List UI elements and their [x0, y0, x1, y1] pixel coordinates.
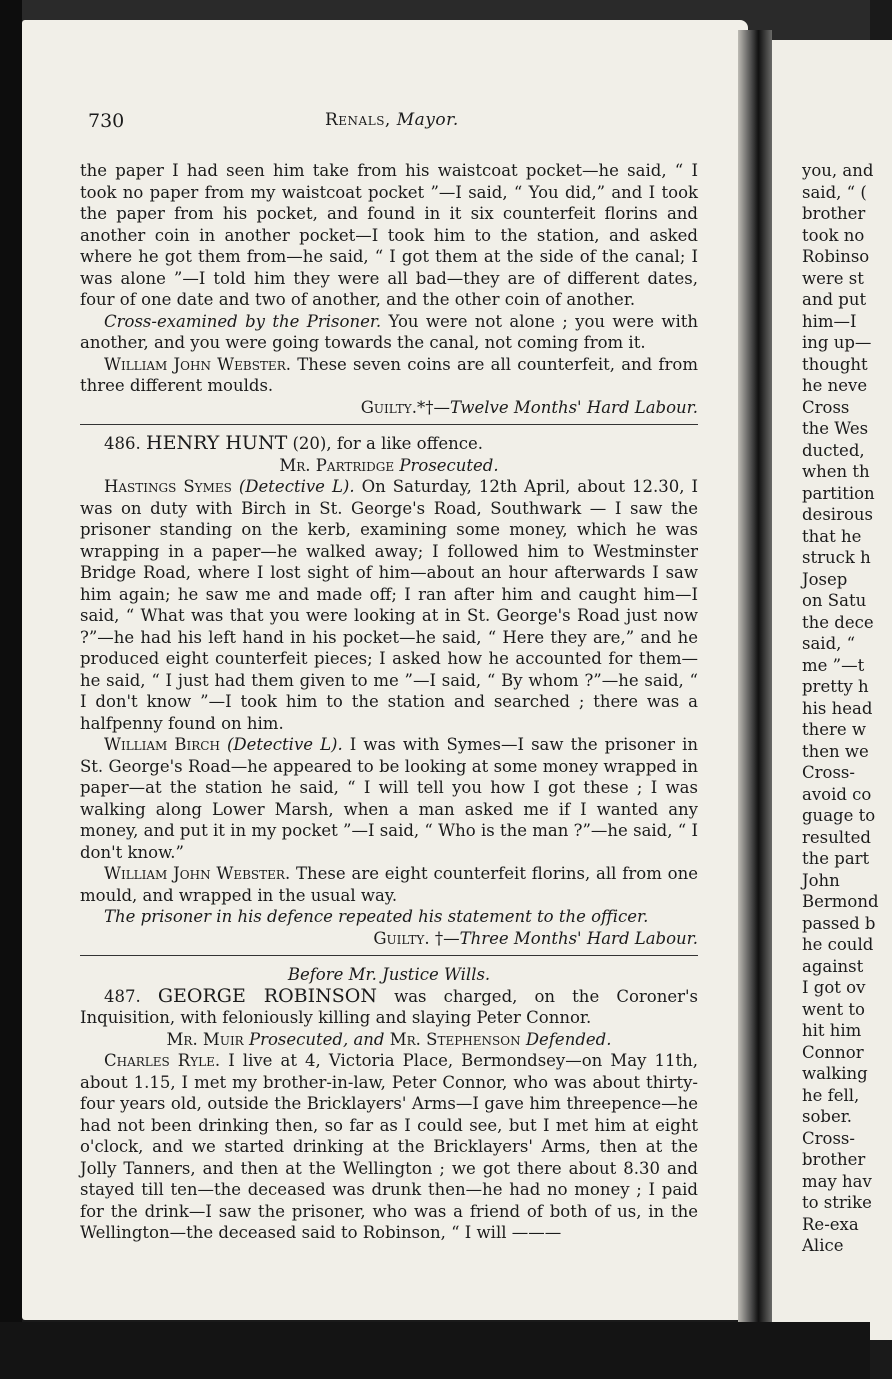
- right-page-line: ing up—: [802, 333, 872, 352]
- witness-text: On Saturday, 12th April, about 12.30, I was on duty with Birch in St. George's Road, Southwark — I saw the prisoner standing on the kerb, examining some money, which he was wrapping in a paper—he walked away; I followed him to Westminster Bridge Road, where I lost sight of him—about an hour afterwards I saw him again; he saw me and made off; I ran after him and caught him—I said, “ What was that you were looking at in St. George's Road just now ?”—he had his left hand in his pocket—he said, “ Here they are,” and he produced eight counterfeit pieces; I asked how he accounted for them—he said, “ I just had them given to me ”—I said, “ By whom ?”—he said, “ I don't know ”—I took him to the station and searched ; there was a halfpenny found on him.: [80, 477, 698, 733]
- verdict-label: Guilty. †—: [373, 928, 460, 948]
- right-page-line: walking: [802, 1064, 868, 1083]
- counsel-name: Mr. Muir: [166, 1029, 244, 1049]
- right-page-line: against: [802, 956, 864, 976]
- page-number: 730: [88, 110, 125, 132]
- right-page-fragments: [802, 160, 892, 1257]
- right-page-line: resulted: [802, 827, 871, 847]
- right-page-line: Robinso: [802, 247, 870, 266]
- right-page-line: Connor: [802, 1042, 864, 1062]
- witness-ryle: [80, 1050, 698, 1244]
- case-number: 487.: [104, 986, 141, 1006]
- right-page-line: took no: [802, 225, 865, 245]
- right-page-line: Alice: [802, 1236, 844, 1255]
- right-page-line: hit him: [802, 1021, 862, 1040]
- right-page-line: Cross: [802, 397, 850, 417]
- right-page-line: you, and: [802, 161, 874, 180]
- right-page-line: the part: [802, 849, 870, 868]
- witness-name: Charles Ryle.: [104, 1051, 221, 1070]
- right-page-line: Re-exa: [802, 1214, 859, 1234]
- witness-symes: [80, 476, 698, 734]
- book-gutter: [738, 30, 772, 1330]
- right-page-line: pretty h: [802, 677, 869, 696]
- witness-name: Hastings Symes: [104, 477, 232, 496]
- verdict-label: Guilty.*†—: [360, 397, 450, 417]
- right-page-line: me ”—t: [802, 655, 865, 675]
- section-rule: [80, 955, 698, 956]
- case-486-heading: [80, 433, 698, 455]
- right-page-line: Josep: [802, 569, 848, 589]
- right-page-line: went to: [802, 999, 865, 1019]
- right-page-line: ducted,: [802, 440, 865, 460]
- defence-statement: The prisoner in his defence repeated his statement to the officer.: [104, 907, 649, 926]
- right-page-line: thought: [802, 354, 868, 374]
- right-page-line: brother: [802, 204, 866, 223]
- right-page-line: I got ov: [802, 978, 866, 997]
- defendant-name: GEORGE ROBINSON: [157, 984, 377, 1007]
- right-page-line: avoid co: [802, 784, 872, 804]
- running-title-role: Mayor.: [396, 110, 459, 130]
- witness-name: William John Webster.: [104, 354, 291, 374]
- witness-webster-2: [80, 863, 698, 906]
- right-page-line: him—I: [802, 311, 857, 331]
- right-page-line: brother: [802, 1150, 866, 1169]
- page-body: [80, 160, 698, 1244]
- right-page-line: sober.: [802, 1107, 853, 1126]
- counsel-line: [80, 455, 698, 477]
- right-page-line: were st: [802, 268, 864, 288]
- right-page-line: desirous: [802, 505, 873, 524]
- right-page-line: that he: [802, 526, 862, 546]
- witness-text: I live at 4, Victoria Place, Bermondsey—on May 11th, about 1.15, I met my brother-in-law, Peter Connor, who was about thirty-four years old, outside the Bricklayers' Arms—I gave him threepence—he had not been drinking then, so far as I could see, but I met him at eight o'clock, and we started drinking at the Bricklayers' Arms, then at the Jolly Tanners, and then at the Wellington ; we got there about 8.30 and stayed till ten—the deceased was drunk then—he had no money ; I paid for the drink—I saw the prisoner, who was a friend of both of us, in the Wellington—the deceased said to Robinson, “ I will ———: [80, 1051, 698, 1242]
- right-page-line: he could: [802, 935, 874, 954]
- book-spine-edge: [0, 0, 22, 1379]
- right-page-line: Cross-: [802, 763, 855, 782]
- paragraph-continuation: the paper I had seen him take from his waistcoat pocket—he said, “ I took no paper from my waistcoat pocket ”—I said, “ You did,” and I took the paper from his pocket, and found in it six counterfeit florins and another coin in another pocket—I took him to the station, and asked where he got them from—he said, “ I got them at the side of the canal; I was alone ”—I told him they were all bad—they are of different dates, four of one date and two of another, and the other coin of another.: [80, 161, 698, 309]
- background-bottom: [0, 1322, 870, 1379]
- running-title-name: Renals,: [325, 110, 391, 130]
- right-page-line: Bermond: [802, 892, 879, 911]
- right-page-line: said, “: [802, 634, 856, 653]
- witness-text: These are eight counterfeit florins, all from one mould, and wrapped in the usual way.: [80, 864, 698, 905]
- case-number: 486.: [104, 434, 141, 453]
- verdict-1: [80, 397, 698, 419]
- witness-name: William John Webster.: [104, 864, 291, 883]
- right-page-line: may hav: [802, 1171, 872, 1191]
- counsel-name: Mr. Stephenson: [389, 1029, 521, 1049]
- counsel-line: [80, 1029, 698, 1051]
- defendant-name: HENRY HUNT: [146, 432, 288, 454]
- right-page-line: the Wes: [802, 419, 869, 438]
- right-page-line: guage to: [802, 806, 876, 825]
- verdict-sentence: Three Months' Hard Labour.: [459, 928, 698, 948]
- witness-text: I was with Symes—I saw the prisoner in St. George's Road—he appeared to be looking at some money wrapped in paper—at the station he said, “ I will tell you how I got these ; I was walking along Lower Marsh, when a man asked me if I wanted any money, and put it in my pocket ”—I said, “ Who is the man ?”—he said, “ I don't know.”: [80, 735, 698, 862]
- right-page-line: John: [802, 870, 840, 890]
- right-page-line: there w: [802, 720, 867, 739]
- right-page-line: the dece: [802, 612, 874, 632]
- right-page-line: struck h: [802, 548, 871, 567]
- counsel-role: Prosecuted, and: [248, 1029, 385, 1049]
- section-rule: [80, 424, 698, 425]
- witness-role: (Detective L).: [238, 477, 355, 496]
- cross-text: You were not alone ; you were with another, and you were going towards the canal, not coming from it.: [80, 311, 698, 352]
- right-page-line: then we: [802, 741, 869, 761]
- witness-birch: [80, 734, 698, 863]
- case-487-heading: [80, 986, 698, 1029]
- right-page-line: his head: [802, 698, 873, 718]
- counsel-role: Prosecuted.: [399, 455, 499, 475]
- right-page-line: when th: [802, 462, 870, 481]
- right-page-line: passed b: [802, 913, 876, 933]
- right-page-line: and put: [802, 290, 867, 309]
- counsel-role: Defended.: [525, 1029, 612, 1049]
- right-page-line: to strike: [802, 1193, 872, 1212]
- case-description: was charged, on the Coroner's Inquisition, with feloniously killing and slaying Peter Connor.: [80, 986, 698, 1027]
- right-page-line: he neve: [802, 376, 868, 395]
- running-title: [325, 110, 459, 130]
- witness-text: These seven coins are all counterfeit, and from three different moulds.: [80, 354, 699, 395]
- right-page-line: partition: [802, 483, 875, 503]
- counsel-name: Mr. Partridge: [279, 455, 395, 475]
- witness-role: (Detective L).: [226, 735, 343, 754]
- witness-webster-1: [80, 354, 698, 397]
- right-page-line: Cross-: [802, 1128, 855, 1148]
- verdict-2: [80, 928, 698, 950]
- right-page-line: he fell,: [802, 1085, 860, 1105]
- case-description: (20), for a like offence.: [287, 434, 483, 453]
- witness-name: William Birch: [104, 735, 220, 754]
- court-before: Before Mr. Justice Wills.: [287, 965, 491, 984]
- right-page-line: said, “ (: [802, 182, 867, 202]
- verdict-sentence: Twelve Months' Hard Labour.: [449, 397, 698, 417]
- cross-examination: [80, 311, 698, 354]
- right-page-line: on Satu: [802, 591, 867, 610]
- cross-label: Cross-examined by the Prisoner.: [104, 311, 382, 331]
